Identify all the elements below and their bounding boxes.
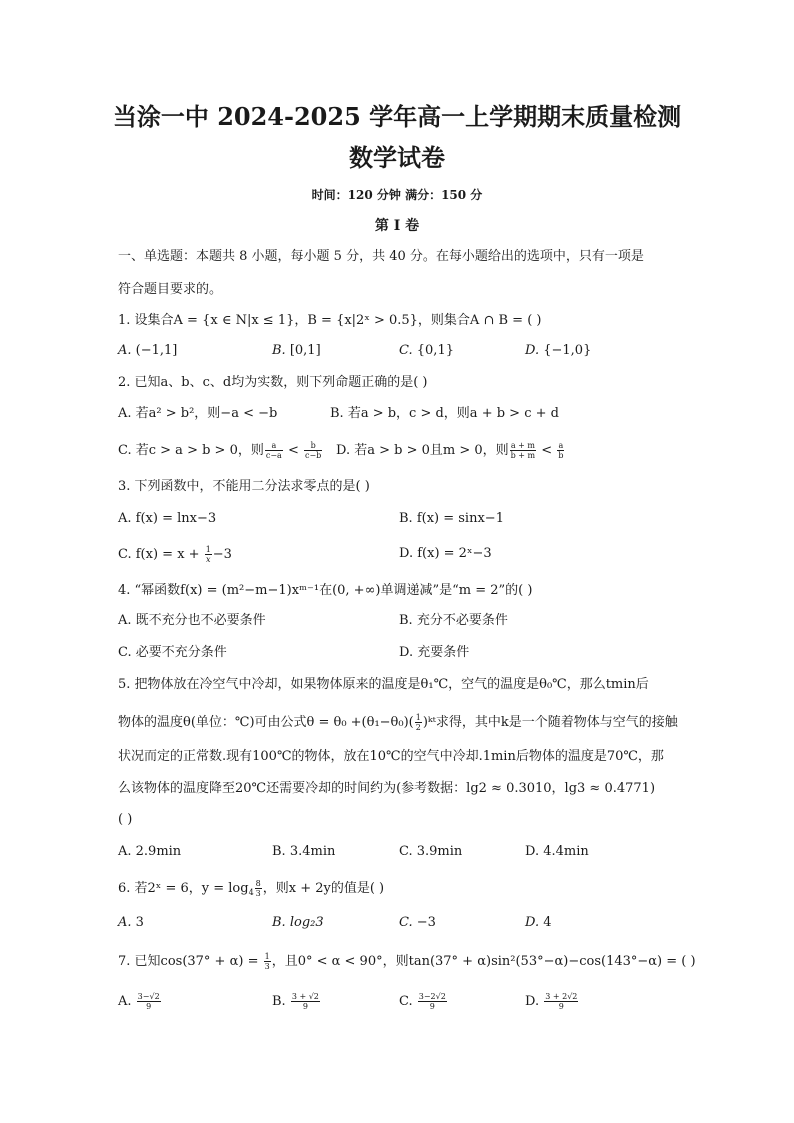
q1-option-d: D. {−1,0} (525, 343, 592, 358)
q7-option-c: C. $\frac{3-2√2}{9}$ (399, 992, 446, 1011)
q4-option-c: C. 必要不充分条件 (118, 645, 227, 660)
question-4-stem: 4. “幂函数f(x) = (m²−m−1)xᵐ⁻¹在(0, +∞)单调递减”是“m = 2”的( ) (118, 583, 533, 598)
q5-option-d: D. 4.4min (525, 844, 589, 859)
q2-option-c: C. 若c > a > b > 0，则 $\frac{a}{c-a}$ < $\frac{b}{c-b}$ (118, 441, 322, 460)
question-2-stem: 2. 已知a、b、c、d均为实数，则下列命题正确的是( ) (118, 375, 428, 390)
q2-option-b: B. 若a > b，c > d，则a + b > c + d (330, 406, 559, 421)
volume-heading: 第 I 卷 (374, 218, 420, 234)
q2-option-d: D. 若a > b > 0且m > 0，则 $\frac{a + m}{b + m}$ < $\frac{a}{b}$ (336, 441, 564, 460)
q4-option-d: D. 充要条件 (399, 645, 470, 660)
q3-option-b: B. f(x) = sinx−1 (399, 511, 504, 526)
q1-option-c: C. {0,1} (399, 343, 454, 358)
exam-subtitle: 数学试卷 (349, 143, 445, 172)
q6-option-b: B. log₂3 (272, 915, 324, 930)
q3-option-c: C. f(x) = x + $\frac{1}{x}$ −3 (118, 545, 232, 564)
section-heading-cont: 符合题目要求的。 (118, 282, 223, 297)
q3-option-a: A. f(x) = lnx−3 (118, 511, 217, 526)
question-3-stem: 3. 下列函数中，不能用二分法求零点的是( ) (118, 479, 370, 494)
q4-option-a: A. 既不充分也不必要条件 (118, 613, 266, 628)
q5-option-c: C. 3.9min (399, 844, 463, 859)
question-5-line-3: 状况而定的正常数.现有100℃的物体，放在10℃的空气中冷却.1min后物体的温度是70℃，那 (118, 749, 664, 764)
q7-option-d: D. $\frac{3 + 2√2}{9}$ (525, 992, 578, 1011)
question-5-line-4: 么该物体的温度降至20℃还需要冷却的时间约为(参考数据：lg2 ≈ 0.3010，lg3 ≈ 0.4771) (118, 781, 656, 796)
question-5-line-1: 5. 把物体放在冷空气中冷却，如果物体原来的温度是θ₁℃，空气的温度是θ₀℃，那么tmin后 (118, 677, 649, 692)
question-6-stem: 6. 若2ˣ = 6，$y = \log_4$ $\frac{8}{3}$ ，则x + 2y的值是( ) (118, 879, 385, 898)
q6-option-d: D. 4 (525, 915, 552, 930)
q6-option-a: A. 3 (118, 915, 144, 930)
q1-option-a: A. (−1,1] (118, 343, 178, 358)
q5-option-b: B. 3.4min (272, 844, 336, 859)
question-5-line-2: 物体的温度θ(单位：℃)可由公式θ = θ₀ +(θ₁−θ₀)( $\frac{1}{2}$ )ᵏᵗ求得，其中k是一个随着物体与空气的接触 (118, 713, 678, 732)
q3-option-d: D. f(x) = 2ˣ−3 (399, 546, 492, 561)
q7-option-b: B. $\frac{3 + √2}{9}$ (272, 992, 319, 1011)
question-1-stem: 1. 设集合A = {x ∈ N|x ≤ 1}，B = {x|2ˣ > 0.5}，则集合A ∩ B = ( ) (118, 313, 542, 328)
q1-option-b: B. [0,1] (272, 343, 321, 358)
exam-info: 时间：120 分钟 满分：150 分 (311, 188, 483, 202)
exam-title: 当涂一中 2024-2025 学年高一上学期期末质量检测 (112, 102, 682, 131)
q2-option-a: A. 若a² > b²，则−a < −b (118, 406, 278, 421)
q7-option-a: A. $\frac{3-√2}{9}$ (118, 992, 160, 1011)
q5-option-a: A. 2.9min (118, 844, 182, 859)
question-7-stem: 7. 已知cos(37° + α) = $\frac{1}{3}$ ，且0° < α < 90°，则tan(37° + α)sin²(53°−α)−cos(143°−α) = ( ) (118, 952, 696, 971)
section-heading: 一、单选题：本题共 8 小题，每小题 5 分，共 40 分。在每小题给出的选项中，只有一项是 (118, 249, 644, 264)
q6-option-c: C. −3 (399, 915, 436, 930)
question-5-line-5: ( ) (118, 812, 133, 827)
q4-option-b: B. 充分不必要条件 (399, 613, 508, 628)
